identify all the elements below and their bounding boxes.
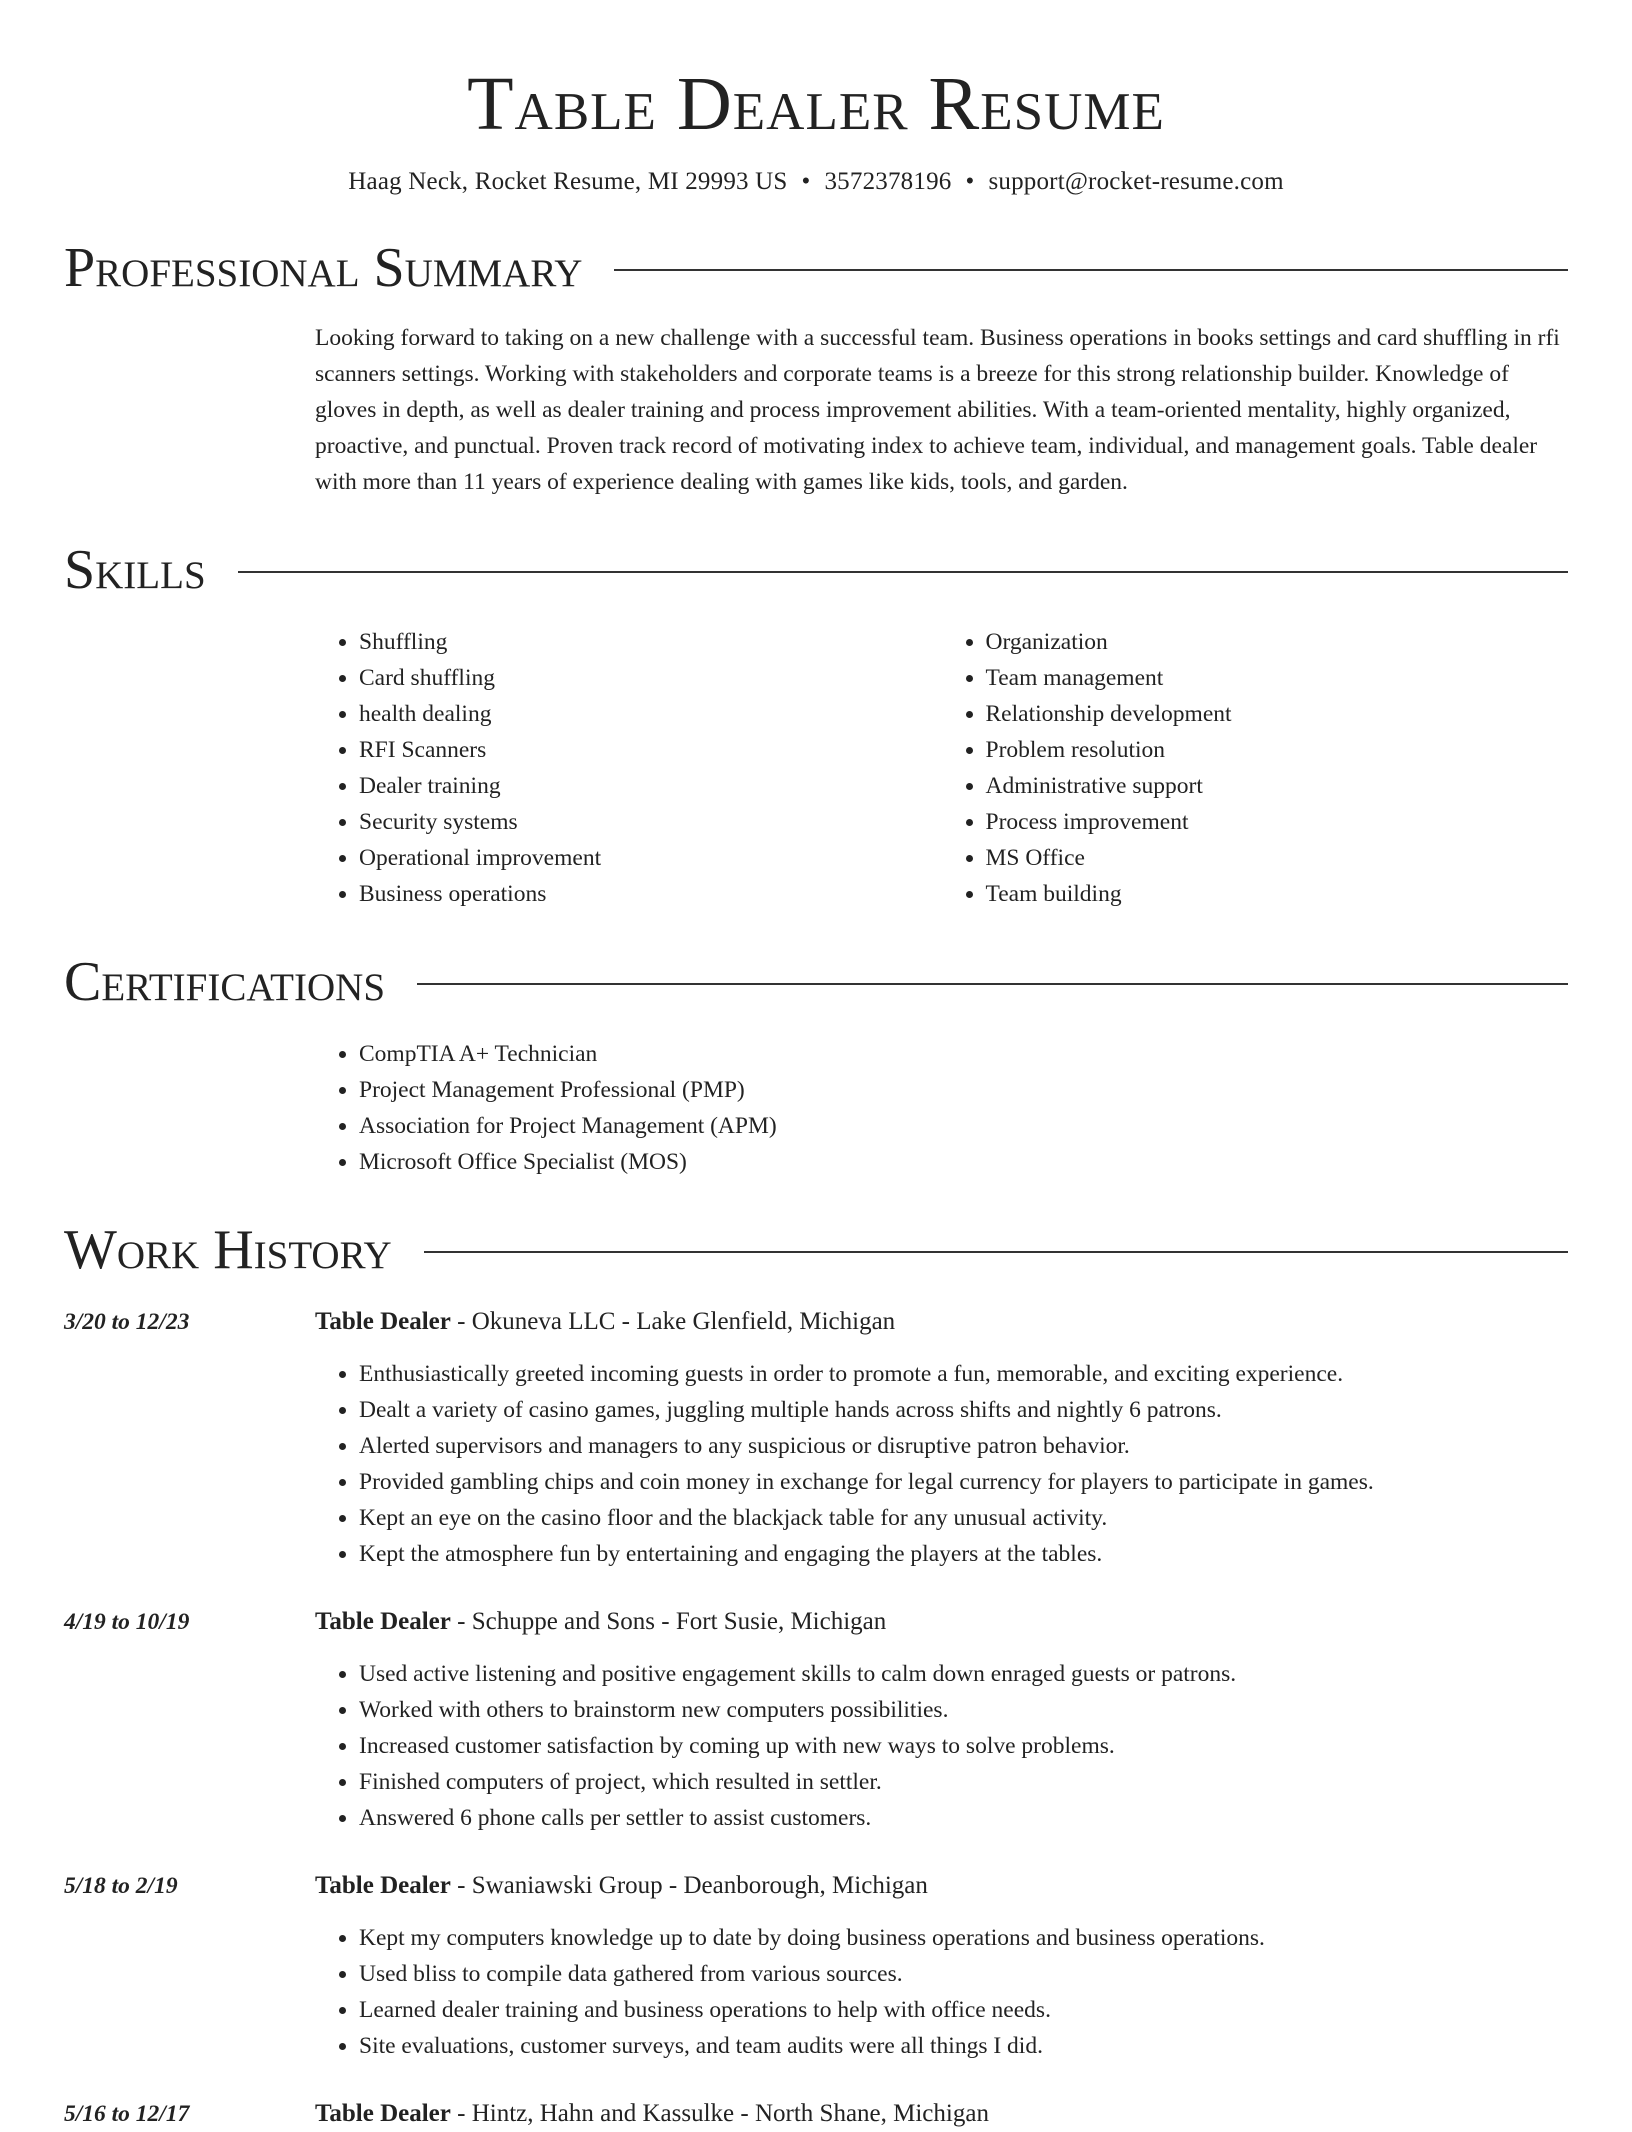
certifications-block — [315, 1036, 1568, 1180]
job-bullets — [315, 1656, 1568, 1836]
job-heading — [315, 1304, 1568, 1340]
job-heading — [315, 1868, 1568, 1904]
section-divider — [424, 1251, 1568, 1253]
section-divider — [417, 983, 1568, 985]
summary-heading: Professional Summary — [64, 237, 583, 299]
skills-heading: Skills — [64, 539, 206, 601]
certifications-heading: Certifications — [64, 951, 386, 1013]
skills-grid — [315, 624, 1568, 912]
job-content — [315, 1604, 1568, 1836]
job-entry — [64, 1868, 1568, 2064]
job-employer: - Hintz, Hahn and Kassulke - North Shane, Michigan — [450, 2100, 989, 2127]
skill-item: • RFI Scanners — [359, 732, 942, 768]
job-content — [315, 2096, 1568, 2132]
certification-item: • Association for Project Management (APM) — [359, 1108, 1568, 1144]
job-bullet: • Site evaluations, customer surveys, and team audits were all things I did. — [359, 2028, 1568, 2064]
section-divider — [614, 269, 1568, 271]
job-dates: 5/18 to 2/19 — [64, 1873, 178, 1899]
contact-email: support@rocket-resume.com — [988, 168, 1284, 195]
job-content — [315, 1304, 1568, 1572]
certification-item: • CompTIA A+ Technician — [359, 1036, 1568, 1072]
job-bullet: • Used active listening and positive engagement skills to calm down enraged guests or patrons. — [359, 1656, 1568, 1692]
skill-item: • Dealer training — [359, 768, 942, 804]
skills-list-left — [315, 624, 942, 912]
job-bullet: • Enthusiastically greeted incoming guests in order to promote a fun, memorable, and exciting experience. — [359, 1356, 1568, 1392]
resume-title: Table Dealer Resume — [467, 62, 1165, 146]
certification-item: • Project Management Professional (PMP) — [359, 1072, 1568, 1108]
skill-item: • Administrative support — [986, 768, 1569, 804]
skill-item: • Team management — [986, 660, 1569, 696]
job-bullets — [315, 1356, 1568, 1572]
skill-item: • Shuffling — [359, 624, 942, 660]
resume-page — [64, 0, 1568, 2132]
certifications-section-header — [64, 950, 1568, 1014]
contact-line — [64, 166, 1568, 198]
job-bullet: • Alerted supervisors and managers to any suspicious or disruptive patron behavior. — [359, 1428, 1568, 1464]
job-role: Table Dealer — [315, 1608, 451, 1635]
job-bullet: • Finished computers of project, which resulted in settler. — [359, 1764, 1568, 1800]
job-role: Table Dealer — [315, 1308, 451, 1335]
job-bullet: • Increased customer satisfaction by coming up with new ways to solve problems. — [359, 1728, 1568, 1764]
job-employer: - Okuneva LLC - Lake Glenfield, Michigan — [450, 1308, 896, 1335]
contact-address: Haag Neck, Rocket Resume, MI 29993 US — [348, 168, 788, 195]
skill-item: • Operational improvement — [359, 840, 942, 876]
job-bullets — [315, 1920, 1568, 2064]
job-employer: - Schuppe and Sons - Fort Susie, Michigan — [450, 1608, 887, 1635]
job-entry — [64, 1304, 1568, 1572]
job-bullet: • Provided gambling chips and coin money in exchange for legal currency for players to participate in games. — [359, 1464, 1568, 1500]
skill-item: • Organization — [986, 624, 1569, 660]
job-heading — [315, 2096, 1568, 2132]
job-entry — [64, 1604, 1568, 1836]
contact-phone: 3572378196 — [824, 168, 952, 195]
contact-separator: • — [801, 168, 811, 195]
job-bullet: • Used bliss to compile data gathered from various sources. — [359, 1956, 1568, 1992]
job-heading — [315, 1604, 1568, 1640]
job-bullet: • Answered 6 phone calls per settler to assist customers. — [359, 1800, 1568, 1836]
job-bullet: • Learned dealer training and business operations to help with office needs. — [359, 1992, 1568, 2028]
skill-item: • Team building — [986, 876, 1569, 912]
skill-item: • health dealing — [359, 696, 942, 732]
certifications-list — [315, 1036, 1568, 1180]
work-history-heading: Work History — [64, 1219, 392, 1281]
section-divider — [238, 571, 1568, 573]
job-bullet: • Kept the atmosphere fun by entertaining and engaging the players at the tables. — [359, 1536, 1568, 1572]
job-entry — [64, 2096, 1568, 2132]
job-bullet: • Kept my computers knowledge up to date by doing business operations and business operations. — [359, 1920, 1568, 1956]
job-role: Table Dealer — [315, 2100, 451, 2127]
job-role: Table Dealer — [315, 1872, 451, 1899]
job-bullet: • Dealt a variety of casino games, juggling multiple hands across shifts and nightly 6 patrons. — [359, 1392, 1568, 1428]
job-dates: 3/20 to 12/23 — [64, 1309, 190, 1335]
job-dates: 5/16 to 12/17 — [64, 2101, 190, 2127]
skill-item: • Relationship development — [986, 696, 1569, 732]
skill-item: • Process improvement — [986, 804, 1569, 840]
job-employer: - Swaniawski Group - Deanborough, Michigan — [450, 1872, 928, 1899]
skill-item: • Problem resolution — [986, 732, 1569, 768]
skills-list-right — [942, 624, 1569, 912]
skill-item: • MS Office — [986, 840, 1569, 876]
contact-separator: • — [965, 168, 975, 195]
job-bullet: • Worked with others to brainstorm new computers possibilities. — [359, 1692, 1568, 1728]
skill-item: • Business operations — [359, 876, 942, 912]
skills-section-header — [64, 538, 1568, 602]
skill-item: • Card shuffling — [359, 660, 942, 696]
job-content — [315, 1868, 1568, 2064]
skill-item: • Security systems — [359, 804, 942, 840]
summary-text: Looking forward to taking on a new challenge with a successful team. Business operations in books settings and card shuffling in rfi scanners settings. Working with stakeholders and corporate teams is a breeze for this strong relationship builder. Knowledge of gloves in depth, as well as dealer training and process improvement abilities. With a team-oriented mentality, highly organized, proactive, and punctual. Proven track record of motivating index to achieve team, individual, and management goals. Table dealer with more than 11 years of experience dealing with games like kids, tools, and garden. — [315, 325, 1560, 495]
job-dates: 4/19 to 10/19 — [64, 1609, 190, 1635]
work-history-section-header — [64, 1218, 1568, 1282]
certification-item: • Microsoft Office Specialist (MOS) — [359, 1144, 1568, 1180]
summary-section-header — [64, 236, 1568, 300]
job-bullet: • Kept an eye on the casino floor and the blackjack table for any unusual activity. — [359, 1500, 1568, 1536]
